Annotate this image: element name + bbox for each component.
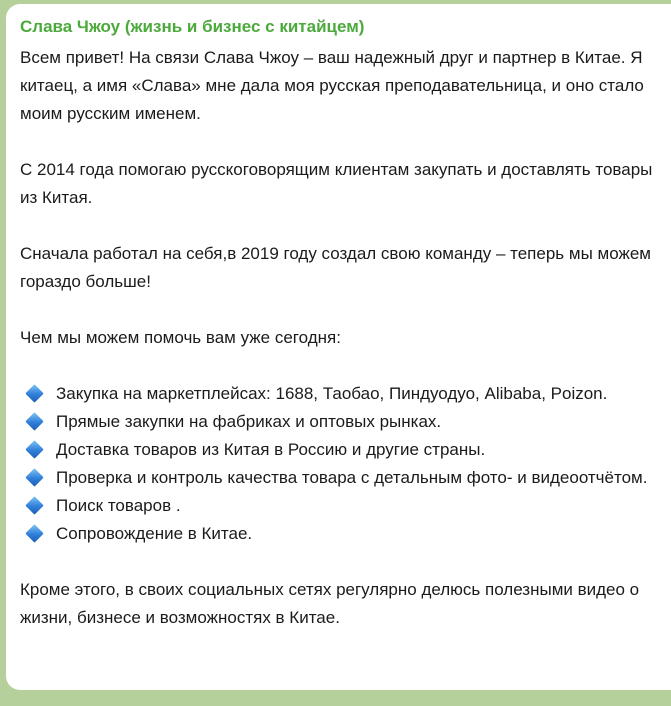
service-text: Закупка на маркетплейсах: 1688, Таобао, Пиндуодуо, Alibaba, Poizon. <box>56 384 608 403</box>
service-text: Проверка и контроль качества товара с детальным фото- и видеоотчётом. <box>56 468 648 487</box>
paragraph-gap <box>20 548 660 576</box>
services-list <box>20 380 660 548</box>
outro-paragraph: Кроме этого, в своих социальных сетях регулярно делюсь полезными видео о жизни, бизнесе и возможностях в Китае. <box>20 580 640 627</box>
list-item <box>20 436 660 464</box>
blue-diamond-icon <box>20 380 56 408</box>
list-item <box>20 408 660 436</box>
blue-diamond-icon <box>20 492 56 520</box>
sender-name[interactable]: Слава Чжоу (жизнь и бизнес с китайцем) <box>20 17 365 36</box>
message-bubble[interactable] <box>6 4 671 690</box>
help-heading: Чем мы можем помочь вам уже сегодня: <box>20 328 341 347</box>
intro-paragraph: Всем привет! На связи Слава Чжоу – ваш надежный друг и партнер в Китае. Я китаец, а имя «Слава» мне дала моя русская преподавательница, и оно стало моим русским именем. <box>20 48 644 123</box>
blue-diamond-icon <box>20 520 56 548</box>
service-text: Доставка товаров из Китая в Россию и другие страны. <box>56 440 486 459</box>
blue-diamond-icon <box>20 436 56 464</box>
service-text: Прямые закупки на фабриках и оптовых рынках. <box>56 412 442 431</box>
paragraph-gap <box>20 212 660 240</box>
paragraph-gap <box>20 296 660 324</box>
blue-diamond-icon <box>20 408 56 436</box>
list-item <box>20 520 660 548</box>
blue-diamond-icon <box>20 464 56 492</box>
paragraph-gap <box>20 128 660 156</box>
list-item <box>20 380 660 408</box>
list-item <box>20 464 660 492</box>
list-item <box>20 492 660 520</box>
since-paragraph: С 2014 года помогаю русскоговорящим клиентам закупать и доставлять товары из Китая. <box>20 160 653 207</box>
paragraph-gap <box>20 352 660 380</box>
team-paragraph: Сначала работал на себя,в 2019 году создал свою команду – теперь мы можем гораздо больше! <box>20 244 651 291</box>
message-text <box>20 44 660 632</box>
service-text: Сопровождение в Китае. <box>56 524 253 543</box>
service-text: Поиск товаров . <box>56 496 181 515</box>
